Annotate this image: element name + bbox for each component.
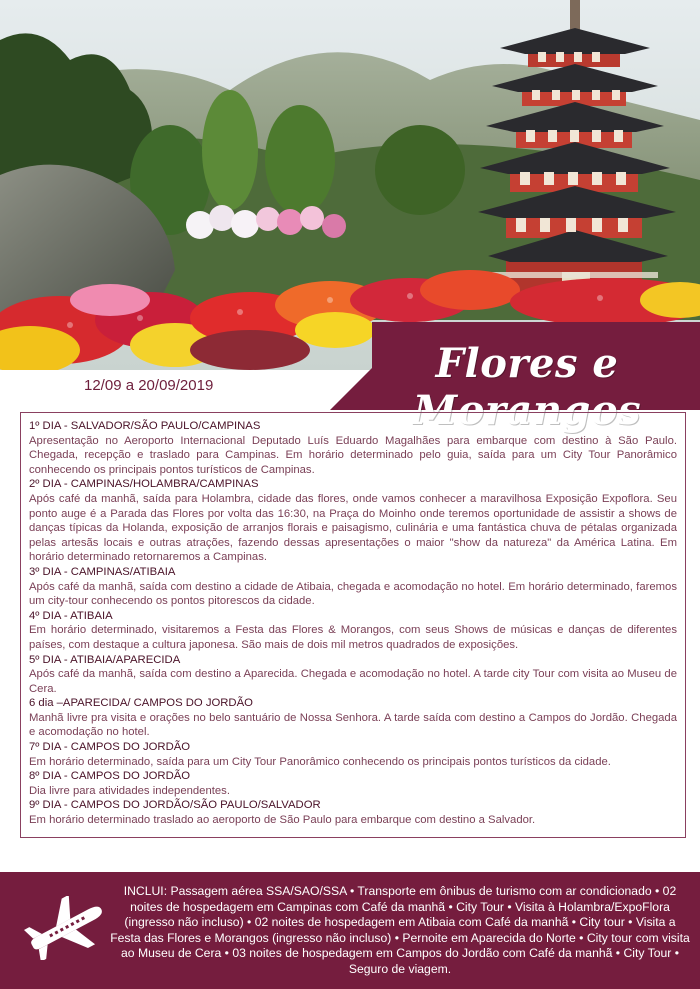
- day-title: 8º DIA - CAMPOS DO JORDÃO: [29, 770, 191, 783]
- day-description: Em horário determinado, visitaremos a Festa das Flores & Morangos, com seus Shows de músicas e danças de diferentes países, com destaque a cultura japonesa. São mais de dois mil metros quadrados de exposições.: [29, 624, 677, 651]
- day-description: Em horário determinado, saída para um City Tour Panorâmico conhecendo os principais pontos turísticos da cidade.: [29, 755, 611, 768]
- banner-title: Flores e Morangos: [412, 340, 642, 434]
- itinerary-day: [29, 419, 677, 477]
- day-title: 6 dia –APARECIDA/ CAMPOS DO JORDÃO: [29, 697, 253, 710]
- itinerary-day: [29, 653, 677, 697]
- itinerary-day: [29, 769, 677, 798]
- day-description: Dia livre para atividades independentes.: [29, 784, 230, 797]
- date-range: 12/09 a 20/09/2019: [84, 377, 214, 394]
- day-title: 3º DIA - CAMPINAS/ATIBAIA: [29, 565, 176, 578]
- day-title: 2º DIA - CAMPINAS/HOLAMBRA/CAMPINAS: [29, 478, 259, 491]
- day-title: 1º DIA - SALVADOR/SÃO PAULO/CAMPINAS: [29, 420, 261, 432]
- itinerary-day: [29, 798, 677, 827]
- itinerary-day: [29, 740, 677, 769]
- day-description: Apresentação no Aeroporto Internacional Deputado Luís Eduardo Magalhães para embarque com destino à São Paulo. Chegada, recepção e traslado para Campinas. Em horário determinado pelo guia, saída para um City Tour Panorâmico conhecendo os principais pontos turísticos de Campinas.: [29, 434, 677, 476]
- itinerary-day: [29, 565, 677, 609]
- day-title: 9º DIA - CAMPOS DO JORDÃO/SÃO PAULO/SALVADOR: [29, 799, 321, 812]
- day-title: 7º DIA - CAMPOS DO JORDÃO: [29, 741, 191, 754]
- flower-garden-pagoda-illustration: [0, 0, 700, 370]
- includes-footer: [0, 872, 700, 989]
- day-title: 4º DIA - ATIBAIA: [29, 609, 113, 622]
- hero-photo: [0, 0, 700, 370]
- itinerary-day: [29, 609, 677, 653]
- day-description: Após café da manhã, saída com destino a cidade de Atibaia, chegada e acomodação no hotel. Em horário determinado, faremos um city-tour conhecendo os pontos pitorescos da cidade.: [29, 580, 677, 608]
- itinerary-day: [29, 477, 677, 565]
- itinerary-day: [29, 696, 677, 740]
- includes-text: INCLUI: Passagem aérea SSA/SAO/SSA • Transporte em ônibus de turismo com ar condicionado • 02 noites de hospedagem em Campinas com Café da manhã • City Tour • Visita à Holambra/ExpoFlora (ingresso não incluso) • 02 noites de hospedagem em Atibaia com Café da manhã • City tour • Visita a Festa das Flores e Morangos (ingresso não incluso) • Pernoite em Aparecida do Norte • City tour com visita ao Museu de Cera • 03 noites de hospedagem em Campos do Jordão com Café da manhã • City Tour • Seguro de viagem.: [110, 884, 690, 976]
- day-description: Em horário determinado traslado ao aeroporto de São Paulo para embarque com destino a Salvador.: [29, 814, 536, 827]
- airplane-icon: [24, 896, 108, 960]
- day-description: Após café da manhã, saída com destino a Aparecida. Chegada e acomodação no hotel. A tarde city Tour com visita ao Museu de Cera.: [29, 668, 677, 695]
- itinerary-box: [20, 412, 686, 838]
- day-description: Após café da manhã, saída para Holambra, cidade das flores, onde vamos conhecer a maravilhosa Exposição Expoflora. Seu ponto auge é a Parada das Flores por volta das 16:30, na Praça do Moinho onde teremos oportunidade de assistir a shows de danças típicas da Holanda, exposição de arranjos florais e paisagismo, culinária e uma fantástica chuva de pétalas organizada pelas artesãs locais e outras atrações, fazendo dessas apresentações o maior "show da natureza" da América Latina. Em horário determinado retornaremos a Campinas.: [29, 492, 677, 564]
- day-title: 5º DIA - ATIBAIA/APARECIDA: [29, 653, 181, 666]
- day-description: Manhã livre pra visita e orações no belo santuário de Nossa Senhora. A tarde saída com destino a Campos do Jordão. Chegada e acomodação no hotel.: [29, 711, 677, 739]
